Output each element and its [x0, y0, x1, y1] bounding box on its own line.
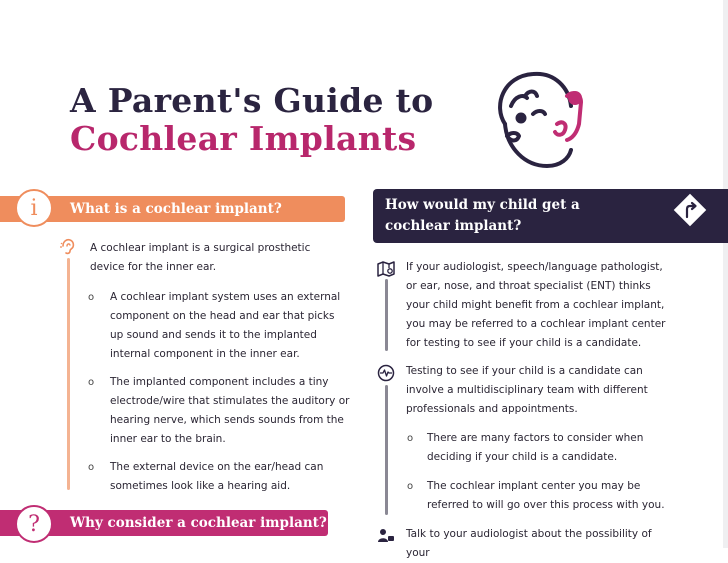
- list-item-text: The external device on the ear/head can sometimes look like a hearing aid.: [110, 461, 324, 492]
- question-icon: ?: [15, 505, 53, 543]
- bullet-marker: o: [88, 377, 95, 388]
- list-item: [407, 429, 672, 467]
- bullet-marker: o: [88, 292, 95, 303]
- list-item-text: There are many factors to consider when deciding if your child is a candidate.: [427, 432, 644, 463]
- bullet-marker: o: [407, 481, 414, 492]
- list-item: [407, 477, 672, 515]
- bullet-marker: o: [407, 433, 414, 444]
- list-item: [88, 458, 345, 496]
- list-item: [88, 288, 345, 364]
- info-icon: i: [15, 189, 53, 227]
- list-item-text: The cochlear implant center you may be referred to will go over this process with you.: [427, 480, 665, 511]
- ear-icon: [60, 238, 76, 255]
- list-item: [88, 373, 352, 449]
- title-line-1: A Parent's Guide to: [70, 81, 434, 120]
- heartbeat-icon: [377, 364, 395, 382]
- list-item-text: The implanted component includes a tiny electrode/wire that stimulates the auditory or hearing nerve, which sends sounds from the inner ear to the brain.: [110, 376, 350, 445]
- section-divider-line: [67, 258, 70, 490]
- step-line: [385, 385, 388, 515]
- person-talk-icon: [377, 527, 395, 545]
- title-line-2: Cochlear Implants: [70, 119, 417, 158]
- section-heading: Why consider a cochlear implant?: [70, 515, 327, 531]
- bullet-marker: o: [88, 462, 95, 473]
- list-item-text: A cochlear implant system uses an external component on the head and ear that picks up sound and sends it to the implanted internal component in the inner ear.: [110, 291, 341, 360]
- testing-paragraph: Testing to see if your child is a candidate can involve a multidisciplinary team with different professionals and appointments.: [406, 365, 648, 415]
- page-title: [70, 82, 433, 158]
- intro-paragraph: A cochlear implant is a surgical prosthetic device for the inner ear.: [90, 242, 311, 273]
- section-heading: What is a cochlear implant?: [70, 201, 282, 217]
- referral-paragraph: If your audiologist, speech/language pathologist, or ear, nose, and throat specialist (ENT) thinks your child might benefit from a cochlear implant, you may be referred to a cochlear implant center for testing to see if your child is a candidate.: [406, 261, 666, 349]
- page-edge: [723, 0, 728, 548]
- step-line: [385, 279, 388, 351]
- map-pin-icon: [377, 260, 395, 278]
- baby-with-implant-icon: [485, 66, 597, 176]
- talk-paragraph: Talk to your audiologist about the possibility of your: [406, 528, 652, 559]
- direction-sign-icon: [670, 190, 710, 230]
- section-heading: How would my child get a cochlear implant?: [385, 197, 580, 234]
